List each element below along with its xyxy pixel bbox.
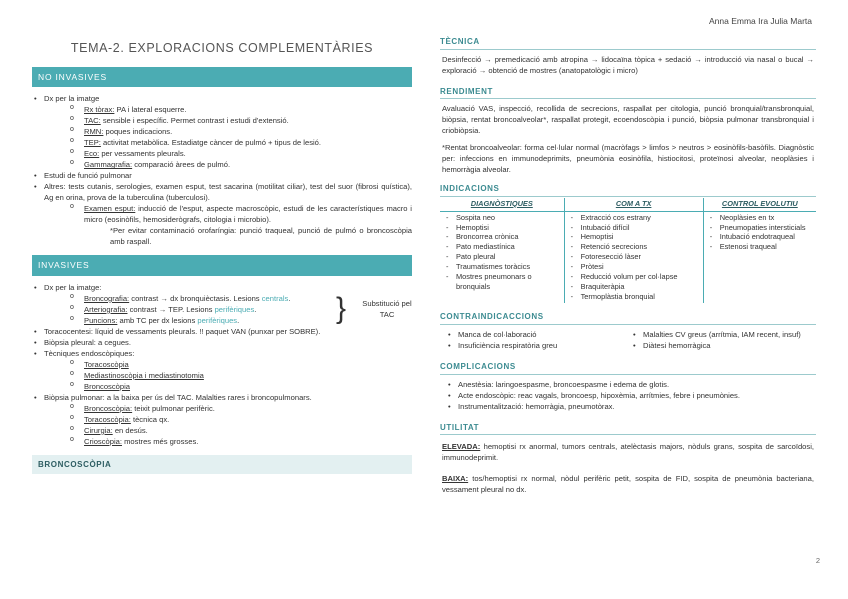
list-item: o Toracoscòpia: tècnica qx. [70,414,412,425]
list-item: o TAC: sensible i específic. Permet contrast i estudi d'extensió. [70,115,412,126]
list-item: - Estenosi traqueal [708,242,812,252]
list-item: - Pròtesi [569,262,699,272]
list-item: • Anestèsia: laringoespasme, broncoespasme i edema de glotis. [446,379,816,390]
list-item: - Pneumopaties intersticials [708,223,812,233]
complicacions-list [440,379,816,412]
list-item: o Gammagrafia: comparació àrees de pulmó. [70,159,412,170]
section-heading-indicacions: INDICACIONS [440,183,816,197]
list-item: o Broncografia: contrast → dx bronquièctasis. Lesions centrals. [70,293,320,304]
list-item: o Broncoscòpia: teixit pulmonar perifèric. [70,403,412,414]
list-item: o Arteriografia: contrast → TEP. Lesions perifèriques. [70,304,320,315]
list-item: • Biòpsia pleural: a cegues. [32,337,412,348]
rendiment-text: Avaluació VAS, inspecció, recollida de secrecions, raspallat per citologia, punció bronquial/transbronquial, biòpsia, rentat broncoalveolar*, raspallat protegit, ecoendoscòpia i punció, biòpsia pulmonar transbronquial i criobiòpsia. [442,104,814,136]
list-item: - Traumatismes toràcics [444,262,560,272]
list-item: - Intubació difícil [569,223,699,233]
table-header: COM A TX [564,198,703,211]
right-column [440,36,816,501]
list-item: o Toracoscòpia [70,359,412,370]
list-item: o Broncoscòpia [70,381,412,392]
list-item: • Altres: tests cutanis, serologies, examen esput, test sacarina (motilitat ciliar), test del suor (fibrosi quística), Ag en orina, prova de la tuberculina (tuberculosi). o Examen esput: inducció de l'esput, aspecte macroscòpic, estudi de les característiques macro i micro (eosinòfils, hemosiderògrafs, citologia i microbio). *Per evitar contaminació orofaríngia: punció traqueal, punció de pulmó o broncoscòpia amb raspall. [32,181,412,247]
section-heading-tecnica: TÈCNICA [440,36,816,50]
list-item: • Insuficiència respiratòria greu [446,340,631,351]
list-item: o Examen esput: inducció de l'esput, aspecte macroscòpic, estudi de les característiques macro i micro (eosinòfils, hemosiderògrafs, citologia i microbio). [70,203,412,225]
utilitat-elevada: ELEVADA: hemoptisi rx anormal, tumors centrals, atelèctasis majors, nòduls grans, sospita de sarcoïdosi, immunodeprimit. [442,442,814,463]
no-invasives-content [32,87,412,255]
tecnica-text: Desinfecció → premedicació amb atropina → lidocaïna tòpica + sedació → introducció via nasal o bucal → exploració → obtenció de mostres (anatopatològic i micro) [442,54,814,75]
substitucio-label: Substitució pel TAC [362,298,412,319]
list-item: - Hemoptisi [444,223,560,233]
list-item [32,93,412,170]
list-item: - Sospita neo [444,213,560,223]
list-item: • Dx per la imatge: o Broncografia: contrast → dx bronquièctasis. Lesions centrals. o Arteriografia: contrast → TEP. Lesions perifèriques. o Puncions: amb TC per dx lesions perifèriques. [32,282,412,326]
table-cell [440,211,564,303]
table-header: CONTROL EVOLUTIU [703,198,816,211]
list-item: • Manca de col·laboració [446,329,631,340]
list-item: o Cirurgia: en desús. [70,425,412,436]
section-heading-no-invasives: NO INVASIVES [32,67,412,87]
contraindicacions-list [440,329,816,351]
section-heading-utilitat: UTILITAT [440,422,816,436]
list-item: - Neoplàsies en tx [708,213,812,223]
esput-note: *Per evitar contaminació orofaríngia: punció traqueal, punció de pulmó o broncoscòpia amb raspall. [110,226,412,247]
list-item: - Intubació endotraqueal [708,232,812,242]
author-header: Anna Emma Ira Julia Marta [709,16,812,26]
list-item: • Diàtesi hemorràgica [631,340,816,351]
section-heading-broncoscopia: BRONCOSCÒPIA [32,455,412,475]
table-cell [703,211,816,303]
list-item: - Hemoptisi [569,232,699,242]
rendiment-note: *Rentat broncoalveolar: forma cel·lular normal (macròfags > limfos > neutros > eosinòfils-basòfils. Diagnòstic per: infeccions en immunodeprimits, pneumònia eosinòfila, histiocitosi, proteïnosi alveolar, neoplàsies i hemorràgia alveolar. [442,143,814,175]
list-item: - Reducció volum per col·lapse [569,272,699,282]
list-item: o Rx tòrax: PA i lateral esquerre. [70,104,412,115]
list-item: • Tècniques endoscòpiques: o Toracoscòpia o Mediastinoscòpia i mediastinotomia o Broncoscòpia [32,348,412,392]
list-item: - Pato mediastínica [444,242,560,252]
list-item: • Malalties CV greus (arrítmia, IAM recent, insuf) [631,329,816,340]
dx-label: Dx per la imatge [44,94,100,104]
list-item: o Crioscòpia: mostres més grosses. [70,436,412,447]
list-item: - Retenció secrecions [569,242,699,252]
list-item: o Puncions: amb TC per dx lesions perifèriques. [70,315,320,326]
indicacions-table [440,198,816,304]
list-item: - Pato pleural [444,252,560,262]
utilitat-baixa: BAIXA: tos/hemoptisi rx normal, nòdul perifèric petit, sospita de FID, sospita de pneumònia bacteriana, vessament pleural no dx. [442,474,814,495]
table-cell [564,211,703,303]
list-item: • Estudi de funció pulmonar [32,170,412,181]
list-item: • Instrumentalització: hemorràgia, pneumotòrax. [446,401,816,412]
list-item: • Acte endoscòpic: reac vagals, broncoesp, hipoxèmia, arrítmies, febre i pneumònies. [446,390,816,401]
page-title: TEMA-2. EXPLORACIONS COMPLEMENTÀRIES [70,41,374,55]
list-item: o TEP: activitat metabòlica. Estadiatge càncer de pulmó + tipus de lesió. [70,137,412,148]
section-heading-rendiment: RENDIMENT [440,86,816,100]
section-heading-contraindicacions: CONTRAINDICACCIONS [440,311,816,325]
right-brace-icon: } [336,291,347,325]
list-item: - Extracció cos estrany [569,213,699,223]
section-heading-complicacions: COMPLICACIONS [440,361,816,375]
list-item: - Fotoresecció làser [569,252,699,262]
list-item: • Toracocentesi: líquid de vessaments pleurals. !! paquet VAN (punxar per SOBRE). [32,326,412,337]
list-item: o Mediastinoscòpia i mediastinotomia [70,370,412,381]
list-item: o RMN: poques indicacions. [70,126,412,137]
list-item: - Termoplàstia bronquial [569,292,699,302]
section-heading-invasives: INVASIVES [32,255,412,275]
invasives-content [32,276,412,455]
list-item: - Broncorrea crònica [444,232,560,242]
list-item: • Biòpsia pulmonar: a la baixa per ús del TAC. Malalties rares i broncopulmonars. o Broncoscòpia: teixit pulmonar perifèric. o Toracoscòpia: tècnica qx. o Cirurgia: en desús. o Crioscòpia: mostres més grosses. [32,392,412,447]
list-item: - Braquiteràpia [569,282,699,292]
list-item: - Mostres pneumonars o bronquials [444,272,560,292]
list-item: o Eco: per vessaments pleurals. [70,148,412,159]
left-column [32,36,412,474]
page-number: 2 [815,556,820,566]
table-header: DIAGNÒSTIQUES [440,198,564,211]
